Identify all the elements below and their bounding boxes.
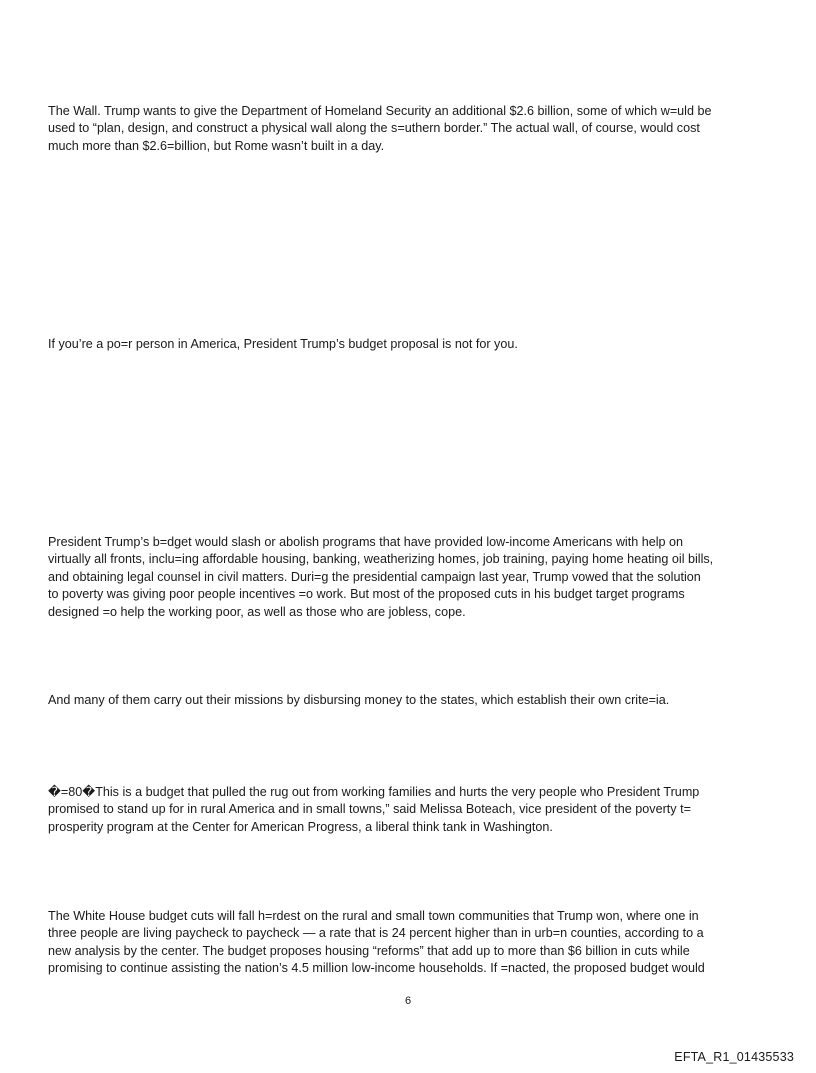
text-line: If you’re a po=r person in America, President Trump’s budget proposal is not for you.: [48, 337, 518, 351]
text-line: promised to stand up for in rural America and in small towns,” said Melissa Boteach, vice president of the poverty t=: [48, 802, 691, 817]
text-line: And many of them carry out their missions by disbursing money to the states, which establish their own crite=ia.: [48, 693, 670, 707]
text-line: The White House budget cuts will fall h=rdest on the rural and small town communities that Trump won, where one in: [48, 909, 699, 923]
text-line: much more than $2.6=billion, but Rome wasn’t built in a day.: [48, 138, 385, 153]
paragraph-quote-boteach: [48, 784, 776, 836]
text-line: �=80�This is a budget that pulled the rug out from working families and hurts the very people who President Trump: [48, 785, 700, 799]
bates-number: EFTA_R1_01435533: [674, 1050, 794, 1064]
paragraph-the-wall: [48, 103, 776, 155]
text-line: three people are living paycheck to paycheck — a rate that is 24 percent higher than in urb=n counties, according to a: [48, 926, 704, 941]
text-line: promising to continue assisting the nation’s 4.5 million low-income households. If =nacted, the proposed budget would: [48, 961, 705, 976]
page-number: 6: [404, 995, 412, 1007]
paragraph-poor-person: [48, 336, 776, 353]
text-line: designed =o help the working poor, as well as those who are jobless, cope.: [48, 604, 466, 619]
paragraph-rural-cuts: [48, 908, 776, 978]
text-line: used to “plan, design, and construct a physical wall along the s=uthern border.” The actual wall, of course, would cost: [48, 121, 700, 136]
text-line: and obtaining legal counsel in civil matters. Duri=g the presidential campaign last year, Trump vowed that the solution: [48, 569, 701, 584]
text-line: The Wall. Trump wants to give the Department of Homeland Security an additional $2.6 billion, some of which w=uld be: [48, 104, 712, 118]
text-line: to poverty was giving poor people incentives =o work. But most of the proposed cuts in his budget target programs: [48, 587, 685, 602]
text-line: President Trump’s b=dget would slash or abolish programs that have provided low-income Americans with help on: [48, 535, 684, 549]
text-line: prosperity program at the Center for American Progress, a liberal think tank in Washington.: [48, 819, 553, 834]
text-line: virtually all fronts, inclu=ing affordable housing, banking, weatherizing homes, job training, paying home heating oil bills,: [48, 552, 714, 567]
text-line: new analysis by the center. The budget proposes housing “reforms” that add up to more than $6 billion in cuts while: [48, 943, 690, 958]
paragraph-states: [48, 692, 776, 709]
paragraph-budget-slash: [48, 534, 776, 621]
